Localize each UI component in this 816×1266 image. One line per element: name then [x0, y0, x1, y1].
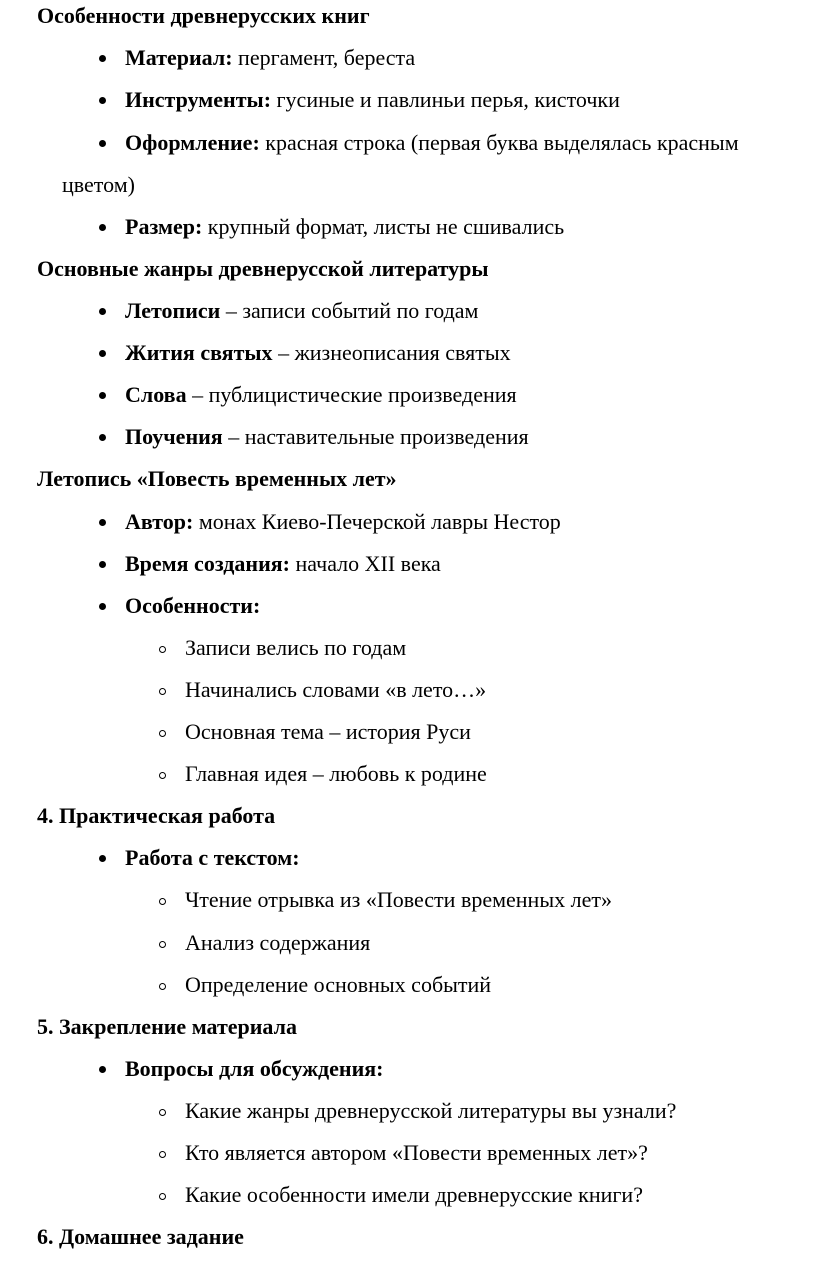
item-text: крупный формат, листы не сшивались — [202, 214, 565, 239]
item-label: Работа с текстом: — [125, 845, 300, 870]
bullet-icon — [99, 55, 106, 62]
item-label: Автор: — [125, 509, 194, 534]
sub-item-text: Чтение отрывка из «Повести временных лет» — [185, 887, 612, 912]
circle-bullet-icon — [159, 941, 166, 948]
bullet-icon — [99, 434, 106, 441]
circle-bullet-icon — [159, 688, 166, 695]
item-label: Размер: — [125, 214, 203, 239]
bullet-icon — [99, 350, 106, 357]
item-text: монах Киево-Печерской лавры Нестор — [193, 509, 561, 534]
circle-bullet-icon — [159, 1109, 166, 1116]
sub-item-text: Определение основных событий — [185, 972, 492, 997]
section-heading-genres: Основные жанры древнерусской литературы — [37, 256, 489, 281]
item-label: Поучения — [125, 424, 223, 449]
item-text: начало XII века — [289, 551, 441, 576]
circle-bullet-icon — [159, 772, 166, 779]
bullet-icon — [99, 561, 106, 568]
bullet-icon — [99, 392, 106, 399]
item-text: красная строка (первая буква выделялась красным — [259, 130, 739, 155]
item-label: Оформление: — [125, 130, 260, 155]
sub-item-text: Основная тема – история Руси — [185, 719, 471, 744]
circle-bullet-icon — [159, 983, 166, 990]
sub-item-text: Записи велись по годам — [185, 635, 407, 660]
item-label: Жития святых — [125, 340, 273, 365]
bullet-icon — [99, 140, 106, 147]
item-text: – записи событий по годам — [220, 298, 479, 323]
circle-bullet-icon — [159, 898, 166, 905]
bullet-icon — [99, 308, 106, 315]
item-text-continuation: цветом) — [62, 172, 135, 197]
item-text: – наставительные произведения — [222, 424, 529, 449]
sub-item-text: Какие жанры древнерусской литературы вы узнали? — [185, 1098, 677, 1123]
item-label: Вопросы для обсуждения: — [125, 1056, 384, 1081]
sub-item-text: Анализ содержания — [185, 930, 371, 955]
section-heading-practical-work: 4. Практическая работа — [37, 803, 276, 828]
circle-bullet-icon — [159, 730, 166, 737]
item-text: – жизнеописания святых — [272, 340, 511, 365]
item-label: Слова — [125, 382, 187, 407]
item-text: пергамент, береста — [232, 45, 416, 70]
sub-item-text: Главная идея – любовь к родине — [185, 761, 487, 786]
item-label: Летописи — [125, 298, 221, 323]
bullet-icon — [99, 1066, 106, 1073]
bullet-icon — [99, 519, 106, 526]
item-label: Материал: — [125, 45, 233, 70]
bullet-icon — [99, 603, 106, 610]
section-heading-consolidation: 5. Закрепление материала — [37, 1014, 297, 1039]
item-label: Особенности: — [125, 593, 261, 618]
item-label: Время создания: — [125, 551, 290, 576]
item-text: – публицистические произведения — [186, 382, 517, 407]
item-text: гусиные и павлиньи перья, кисточки — [271, 87, 620, 112]
sub-item-text: Какие особенности имели древнерусские книги? — [185, 1182, 643, 1207]
bullet-icon — [99, 224, 106, 231]
circle-bullet-icon — [159, 1151, 166, 1158]
section-heading-chronicle: Летопись «Повесть временных лет» — [37, 466, 397, 491]
bullet-icon — [99, 97, 106, 104]
section-heading-book-features: Особенности древнерусских книг — [37, 3, 370, 28]
circle-bullet-icon — [159, 646, 166, 653]
bullet-icon — [99, 855, 106, 862]
section-heading-homework: 6. Домашнее задание — [37, 1224, 244, 1249]
circle-bullet-icon — [159, 1193, 166, 1200]
item-label: Инструменты: — [125, 87, 272, 112]
sub-item-text: Начинались словами «в лето…» — [185, 677, 487, 702]
sub-item-text: Кто является автором «Повести временных лет»? — [185, 1140, 648, 1165]
